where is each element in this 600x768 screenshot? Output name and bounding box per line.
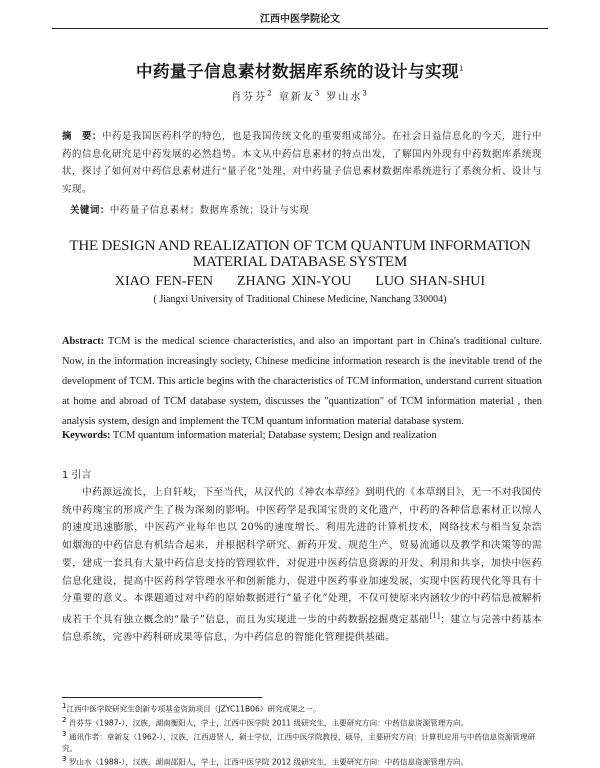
author-cn-1: 肖芬芬 — [231, 92, 268, 103]
intro-paragraph — [62, 484, 542, 647]
footnote — [62, 729, 542, 754]
footnote — [62, 754, 542, 768]
title-en-line-2: MATERIAL DATABASE SYSTEM — [192, 254, 408, 270]
footnote — [62, 701, 542, 715]
keywords-en-text: TCM quantum information material; Database system; Design and realization — [112, 430, 437, 441]
affiliation-en: ( Jiangxi University of Traditional Chinese Medicine, Nanchang 330004) — [153, 294, 447, 305]
authors-en — [0, 274, 600, 290]
title-footnote-mark: 1 — [459, 64, 464, 73]
author-en-3: LUO SHAN-SHUI — [375, 274, 486, 289]
footnote-mark: 3 — [62, 755, 67, 764]
footnote-rule — [62, 697, 262, 698]
abstract-en-label: Abstract: — [62, 336, 105, 347]
abstract-cn-label: 摘 要： — [62, 131, 103, 142]
abstract-cn-text: 中药是我国医药科学的特色，也是我国传统文化的重要组成部分。在社会日益信息化的今天，进行中药的信息化研究是中药发展的必然趋势。本文从中药信息素材的特点出发，了解国内外现有中药数据库系统现状，探讨了如何对中药信息素材进行“量子化”处理，对中药量子信息素材数据库系统进行了系统分析、设计与实现。 — [62, 131, 543, 195]
title-en — [60, 238, 540, 270]
footnote-mark: 3 — [62, 729, 67, 738]
author-en-1: XIAO FEN-FEN — [114, 274, 213, 289]
authors-cn — [40, 88, 560, 103]
author-cn-3-mark: 3 — [362, 89, 369, 98]
abstract-en — [62, 332, 542, 432]
intro-text: 中药源远流长，上自轩岐，下至当代，从汉代的《神农本草经》到明代的《本草纲目》，无一不对我国传统中药瑰宝的形成产生了极为深刻的影响。中医药学是我国宝贵的文化遗产，中药的各种信息素材正以惊人的速度迅速膨胀，中医药产业每年也以 20%的速度增长。利用先进的计算机技术，网络技术与相当复杂浩如烟海的中药信息有机结合起来，并根据科学研究、新药开发、规范生产、贸易流通以及教学和决策等的需要，建成一套具有大量中药信息支持的管理软件，对促进中医药信息资源的开发、利用和共享，加快中医药信息化建设，提高中医药科学管理水平和创新能力，促进中医药事业加速发展，实现中医药现代化等具有十分重要的意义。本课题通过对中药的原始数据进行“量子化”处理，不仅可使原来内涵较少的中药信息被解析成若干个具有独立概念的“量子”信息，而且为实现进一步的中药数据挖掘奠定基础 — [62, 487, 542, 626]
footnote-mark: 1 — [62, 702, 67, 710]
abstract-cn — [62, 128, 542, 198]
keywords-en-label: Keywords: — [62, 430, 111, 441]
keywords-cn-label: 关键词： — [70, 205, 110, 216]
footnote-mark: 2 — [62, 715, 67, 724]
section-heading: 1 引言 — [62, 470, 92, 481]
footnote-text: 江西中医学院研究生创新专项基金资助项目（JZYC11B06）研究成果之一。 — [66, 704, 321, 714]
footnote-text: 通讯作者：章新友（1962-），汉族，江西进贤人，硕士学位，江西中医学院教授、硕导，主要研究方向：计算机应用与中药信息资源管理研究。 — [62, 732, 536, 753]
header-rule — [52, 28, 548, 29]
title-cn — [40, 58, 560, 82]
running-head: 江西中医学院论文 — [260, 14, 340, 25]
title-cn-text: 中药量子信息素材数据库系统的设计与实现 — [136, 62, 460, 81]
footnotes — [62, 701, 542, 768]
title-en-line-1: THE DESIGN AND REALIZATION OF TCM QUANTUM INFORMATION — [69, 238, 531, 254]
intro-tail: ；建立与完善中药基本信息系统，完善中药科研成果等信息，为中药信息的智能化管理提供基础。 — [62, 614, 542, 643]
author-cn-2: 章新友 — [278, 92, 315, 103]
keywords-cn — [70, 202, 542, 216]
abstract-en-text: TCM is the medical science characteristics, and also an important part in China's traditional culture. Now, in the information increasingly society, Chinese medicine information research is the inevitable trend of the development of TCM. This article begins with the characteristics of TCM information, understand current situation at home and abroad of TCM database system, discusses the "quantization" of TCM information material , then analysis system, design and implement the TCM quantum information material database system. — [62, 336, 542, 427]
keywords-en — [62, 430, 542, 441]
author-cn-3: 罗山水 — [326, 92, 363, 103]
author-cn-2-mark: 3 — [314, 89, 322, 98]
author-en-2: ZHANG XIN-YOU — [236, 274, 352, 289]
author-cn-1-mark: 2 — [267, 89, 274, 98]
keywords-cn-text: 中药量子信息素材；数据库系统；设计与实现 — [109, 205, 310, 216]
footnote-text: 肖芬芬（1987-），汉族，湖南衡阳人，学士，江西中医学院 2011 级研究生，主要研究方向：中药信息资源管理方向。 — [68, 718, 469, 728]
citation-ref: [1] — [429, 611, 441, 620]
footnote-text: 罗山水（1988-），汉族，湖南邵阳人，学士，江西中医学院 2012 级研究生，主要研究方向：中药信息资源管理方向。 — [68, 757, 469, 767]
footnote — [62, 715, 542, 729]
